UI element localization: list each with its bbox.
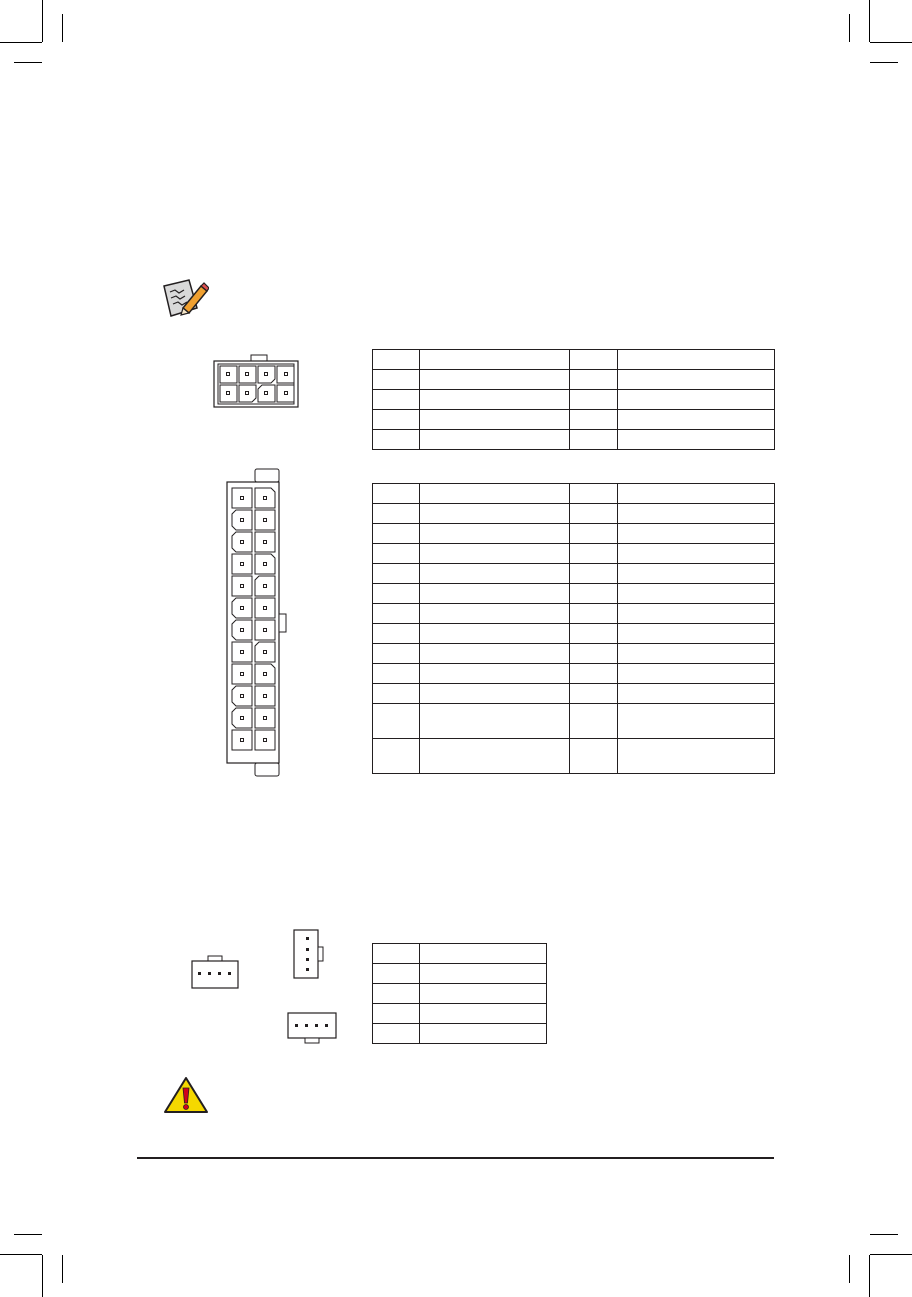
table-cell — [373, 944, 420, 964]
table-cell — [373, 604, 420, 624]
table-cell — [373, 430, 420, 450]
crop-mark-top-left-h — [0, 42, 42, 43]
table-row — [373, 544, 775, 564]
crop-mark-bottom-left-h — [0, 1254, 42, 1255]
table-cell — [618, 739, 775, 774]
table-cell — [420, 370, 570, 390]
table-row — [373, 350, 775, 370]
table-cell — [570, 739, 618, 774]
table-cell — [618, 350, 775, 370]
table-row — [373, 739, 775, 774]
table-cell — [618, 544, 775, 564]
table-row — [373, 584, 775, 604]
table-row — [373, 624, 775, 644]
table-cell — [618, 390, 775, 410]
table-cell — [420, 739, 570, 774]
table-cell — [373, 684, 420, 704]
table-cell — [420, 504, 570, 524]
crop-mark-top-left-h2 — [14, 62, 42, 63]
table-cell — [570, 370, 618, 390]
table-row — [373, 524, 775, 544]
table-cell — [373, 984, 420, 1004]
crop-mark-bottom-left-v2 — [62, 1255, 63, 1283]
table-row — [373, 1004, 547, 1024]
table-row — [373, 484, 775, 504]
table-cell — [420, 604, 570, 624]
fan-header-diagram-vertical — [293, 929, 325, 979]
table-cell — [618, 484, 775, 504]
table-cell — [420, 1024, 547, 1044]
table-cell — [618, 644, 775, 664]
table-cell — [373, 350, 420, 370]
table-cell — [570, 664, 618, 684]
table-row — [373, 390, 775, 410]
table-row — [373, 604, 775, 624]
table-cell — [570, 564, 618, 584]
table-cell — [420, 390, 570, 410]
table-cell — [373, 484, 420, 504]
table-cell — [618, 410, 775, 430]
atx12v-connector-diagram — [213, 354, 299, 408]
table-cell — [420, 1004, 547, 1024]
table-cell — [420, 984, 547, 1004]
table-cell — [373, 704, 420, 739]
atx12v-pin-table — [372, 349, 775, 450]
table-row — [373, 504, 775, 524]
crop-mark-bottom-right-v — [869, 1255, 870, 1297]
atx-24pin-connector-diagram — [226, 468, 292, 778]
table-cell — [420, 410, 570, 430]
table-cell — [420, 350, 570, 370]
table-cell — [420, 704, 570, 739]
table-cell — [373, 1004, 420, 1024]
table-cell — [373, 624, 420, 644]
table-cell — [618, 704, 775, 739]
table-cell — [570, 350, 618, 370]
table-cell — [420, 664, 570, 684]
table-row — [373, 564, 775, 584]
table-cell — [618, 564, 775, 584]
fan-header-diagram-horizontal — [191, 955, 239, 989]
crop-mark-top-right-v — [869, 0, 870, 42]
table-cell — [420, 584, 570, 604]
table-cell — [373, 1024, 420, 1044]
table-cell — [570, 410, 618, 430]
table-cell — [420, 644, 570, 664]
table-cell — [420, 430, 570, 450]
table-cell — [373, 544, 420, 564]
crop-mark-top-left-v — [42, 0, 43, 42]
table-row — [373, 984, 547, 1004]
table-cell — [420, 544, 570, 564]
table-cell — [618, 604, 775, 624]
table-row — [373, 704, 775, 739]
table-cell — [570, 684, 618, 704]
table-row — [373, 370, 775, 390]
table-cell — [420, 484, 570, 504]
crop-mark-top-right-h2 — [870, 62, 898, 63]
table-cell — [420, 524, 570, 544]
crop-mark-bottom-right-v2 — [849, 1255, 850, 1283]
table-cell — [618, 504, 775, 524]
table-row — [373, 964, 547, 984]
crop-mark-bottom-right-h2 — [870, 1234, 898, 1235]
table-cell — [618, 664, 775, 684]
table-cell — [420, 684, 570, 704]
table-cell — [570, 704, 618, 739]
crop-mark-top-right-v2 — [849, 14, 850, 42]
table-cell — [618, 524, 775, 544]
table-cell — [570, 504, 618, 524]
table-cell — [373, 524, 420, 544]
table-cell — [618, 584, 775, 604]
warning-triangle-icon — [163, 1076, 209, 1114]
table-cell — [618, 624, 775, 644]
table-cell — [420, 564, 570, 584]
table-cell — [618, 430, 775, 450]
crop-mark-top-right-h — [870, 42, 912, 43]
table-cell — [373, 644, 420, 664]
table-cell — [373, 739, 420, 774]
crop-mark-bottom-left-h2 — [14, 1234, 42, 1235]
table-cell — [570, 644, 618, 664]
table-cell — [373, 664, 420, 684]
table-cell — [618, 370, 775, 390]
table-row — [373, 430, 775, 450]
table-cell — [373, 564, 420, 584]
atx-24pin-pin-table — [372, 483, 775, 774]
note-pencil-icon — [161, 278, 209, 320]
table-cell — [618, 684, 775, 704]
table-cell — [373, 370, 420, 390]
table-cell — [570, 430, 618, 450]
table-row — [373, 644, 775, 664]
table-cell — [570, 624, 618, 644]
table-row — [373, 664, 775, 684]
table-cell — [570, 390, 618, 410]
table-cell — [570, 524, 618, 544]
table-cell — [420, 944, 547, 964]
table-cell — [570, 584, 618, 604]
footer-rule — [137, 1157, 774, 1159]
table-cell — [570, 484, 618, 504]
table-cell — [570, 544, 618, 564]
crop-mark-bottom-right-h — [870, 1254, 912, 1255]
fan-header-diagram-horizontal-flipped — [287, 1012, 337, 1044]
table-row — [373, 410, 775, 430]
table-row — [373, 944, 547, 964]
table-cell — [420, 964, 547, 984]
table-row — [373, 684, 775, 704]
table-cell — [373, 964, 420, 984]
fan-pin-table — [372, 943, 547, 1044]
table-row — [373, 1024, 547, 1044]
table-cell — [373, 504, 420, 524]
table-cell — [373, 584, 420, 604]
table-cell — [373, 390, 420, 410]
table-cell — [570, 604, 618, 624]
crop-mark-top-left-v2 — [62, 14, 63, 42]
table-cell — [420, 624, 570, 644]
crop-mark-bottom-left-v — [42, 1255, 43, 1297]
table-cell — [373, 410, 420, 430]
